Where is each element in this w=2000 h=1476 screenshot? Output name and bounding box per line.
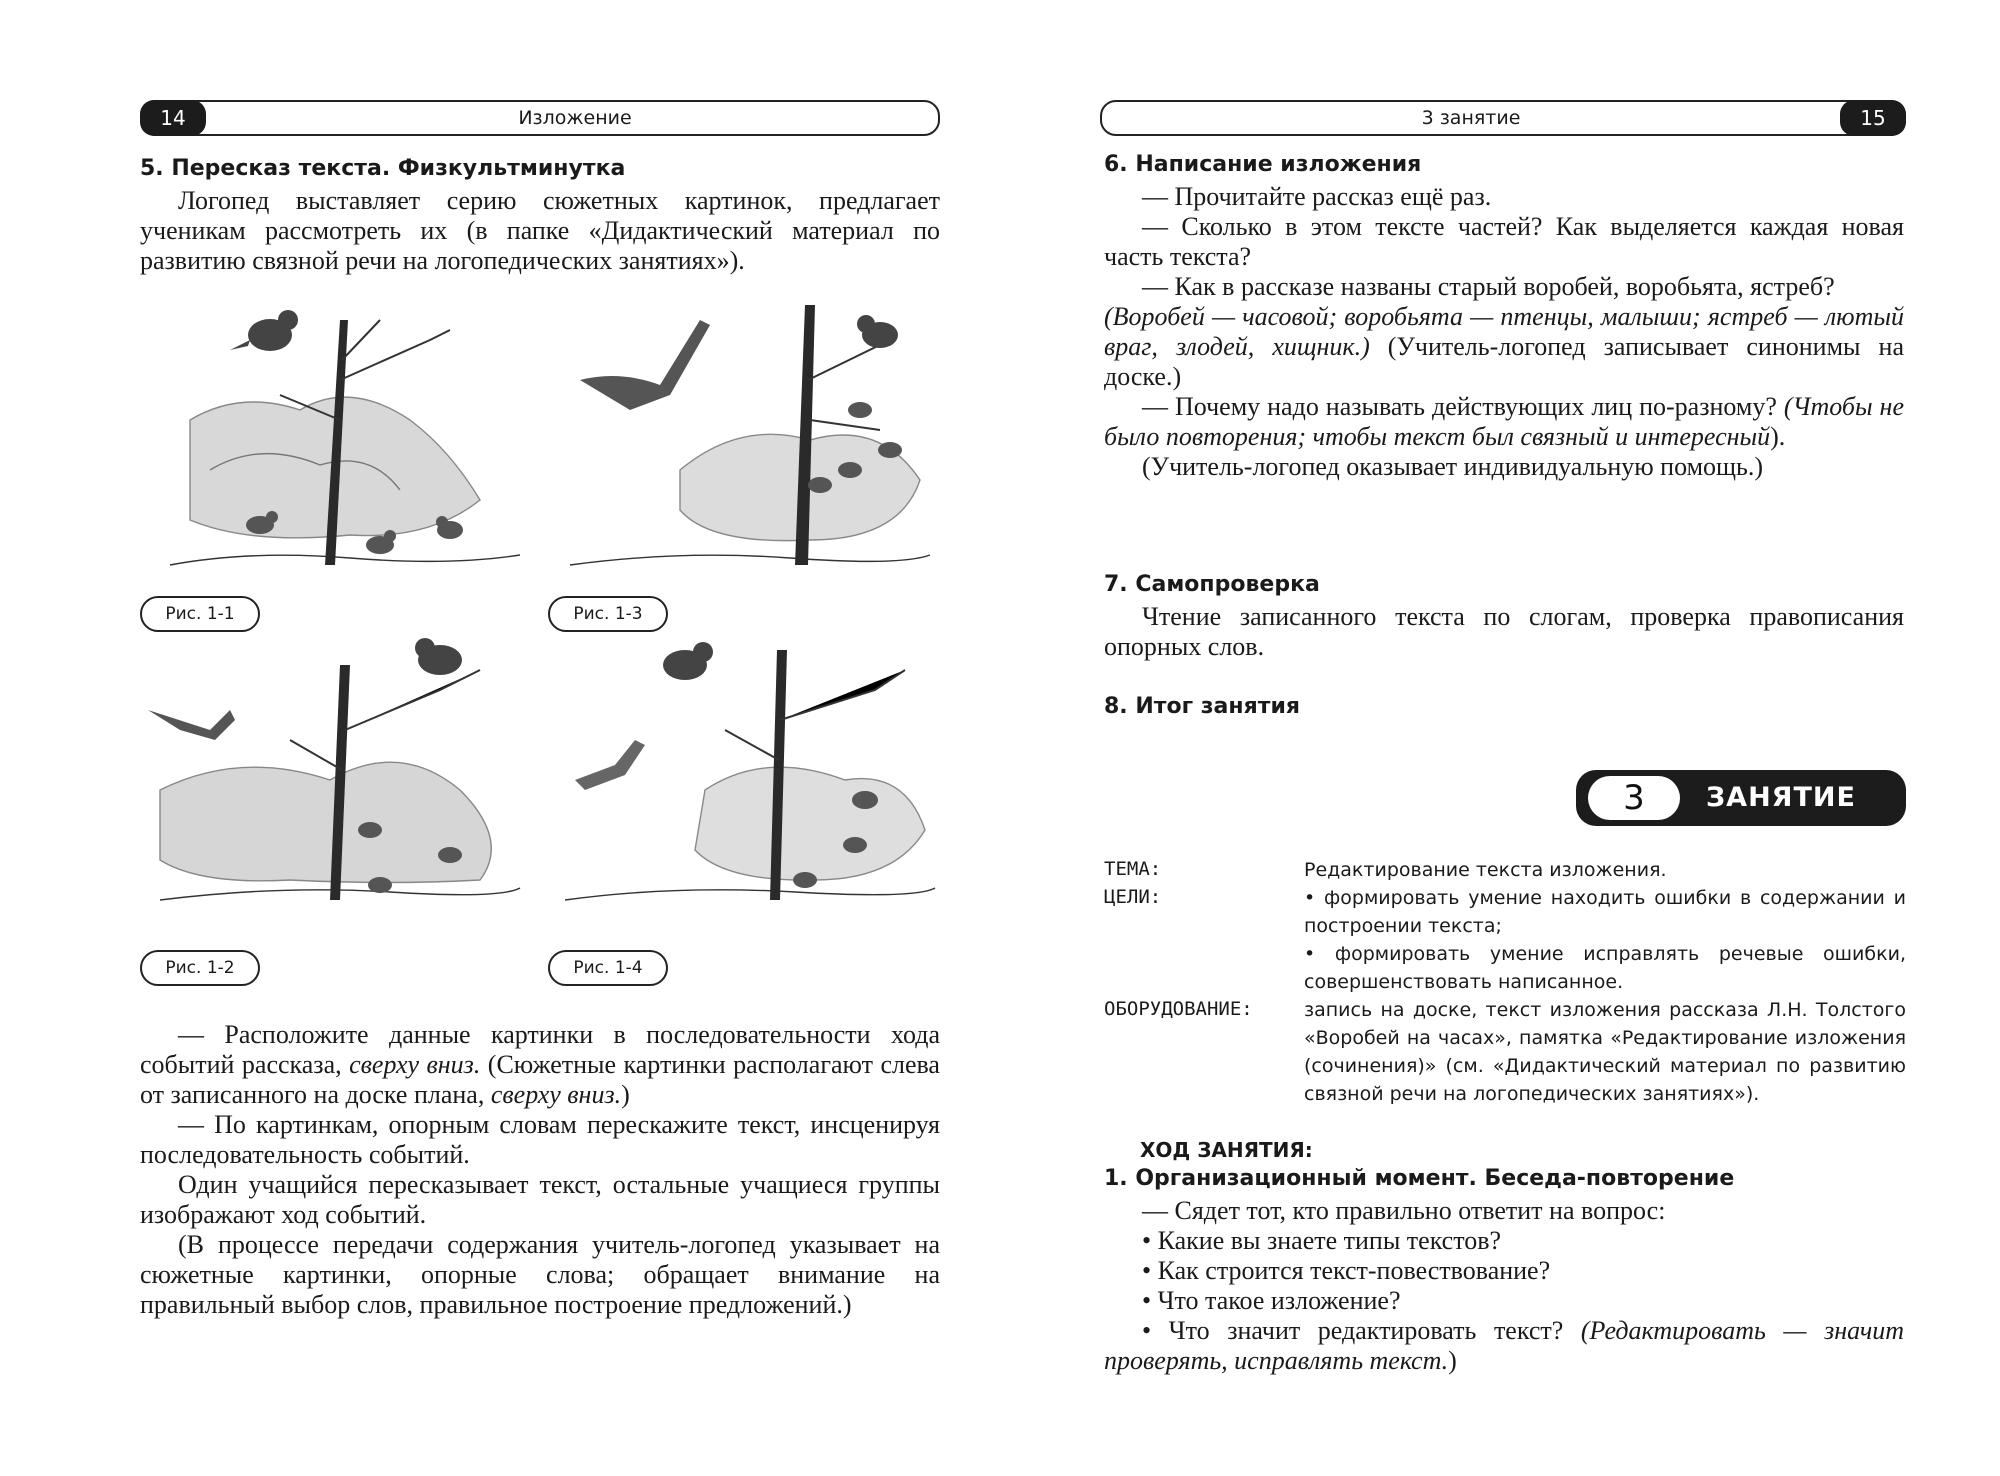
goals-key: ЦЕЛИ: xyxy=(1104,886,1162,908)
section7-text: Чтение записанного текста по слогам, проверка правописания опорных слов. xyxy=(1104,602,1904,661)
bird-icon xyxy=(368,877,392,893)
figure-1-3-illustration xyxy=(560,300,940,585)
right-header-title: 3 занятие xyxy=(1421,107,1521,129)
after-figures-text xyxy=(140,1020,940,1320)
bird-icon xyxy=(415,638,462,675)
arrange-pictures-paragraph: — Расположите данные картинки в последовательности хода событий рассказа, сверху вниз. (Сюжетные картинки располагают слева от записанного на доске плана, сверху вниз.) xyxy=(140,1020,940,1109)
hawk-icon xyxy=(580,320,710,410)
section5-intro-text: Логопед выставляет серию сюжетных картинок, предлагает ученикам рассмотреть их (в папке «Дидактический материал по развитию связной речи на логопедических занятиях»). xyxy=(140,186,940,275)
topic-value: Редактирование текста изложения. xyxy=(1304,859,1667,881)
q-names: — Как в рассказе названы старый воробей, воробьята, ястреб? xyxy=(1142,272,1835,301)
q-why-different: — Почему надо называть действующих лиц по-разному? (Чтобы не было повторения; чтобы текст был связный и интересный). xyxy=(1104,392,1904,451)
bullet-text-types: • Какие вы знаете типы текстов? xyxy=(1142,1226,1502,1255)
bird-icon xyxy=(808,477,832,493)
hawk-icon xyxy=(575,740,645,790)
individual-help-note: (Учитель-логопед оказывает индивидуальную помощь.) xyxy=(1142,452,1764,481)
bird-icon xyxy=(358,822,382,838)
section6-body xyxy=(1104,182,1904,482)
lesson-flow-body xyxy=(1104,1196,1904,1376)
lesson-badge-number: 3 xyxy=(1588,776,1680,820)
lesson-badge-word: ЗАНЯТИЕ xyxy=(1706,782,1856,813)
section5-heading: 5. Пересказ текста. Физкультминутка xyxy=(140,156,626,181)
bird-icon xyxy=(857,315,898,348)
one-student-paragraph: Один учащийся пересказывает текст, остальные учащиеся группы изображают ход событий. xyxy=(140,1170,940,1229)
figure-label-1-4: Рис. 1-4 xyxy=(548,950,668,986)
bird-icon xyxy=(843,837,867,853)
left-page-number: 14 xyxy=(140,100,206,136)
retell-paragraph: — По картинкам, опорным словам перескажите текст, инсценируя последовательность событий. xyxy=(140,1110,940,1169)
bullet-narrative: • Как строится текст-повествование? xyxy=(1142,1256,1551,1285)
a-names: (Воробей — часовой; воробьята — птенцы, малыши; ястреб — лютый враг, злодей, хищник.) (Учитель-логопед записывает синонимы на доске.) xyxy=(1104,302,1904,391)
teacher-note-paragraph: (В процессе передачи содержания учитель-логопед указывает на сюжетные картинки, опорные слова; обращает внимание на правильный выбор слов, правильное построение предложений.) xyxy=(140,1230,940,1319)
figure-label-1-1: Рис. 1-1 xyxy=(140,596,260,632)
figure-1-4-illustration xyxy=(555,630,940,920)
section6-heading: 6. Написание изложения xyxy=(1104,152,1422,177)
bird-icon xyxy=(838,462,862,478)
section5-intro xyxy=(140,186,940,276)
bird-icon xyxy=(878,442,902,458)
bird-icon xyxy=(438,847,462,863)
bullet-what-is-izlozhenie: • Что такое изложение? xyxy=(1142,1286,1401,1315)
goal-2: • формировать умение исправлять речевые ошибки, совершенствовать написанное. xyxy=(1304,943,1906,993)
left-header-title: Изложение xyxy=(518,107,632,129)
figure-label-1-3: Рис. 1-3 xyxy=(548,596,668,632)
section7-heading: 7. Самопроверка xyxy=(1104,572,1320,597)
left-running-header xyxy=(140,100,940,136)
bird-icon xyxy=(663,642,713,680)
figure-1-1-illustration xyxy=(150,300,530,585)
figure-1-2-illustration xyxy=(140,630,530,920)
bird-icon xyxy=(848,402,872,418)
lesson-meta-values xyxy=(1304,856,1906,1108)
lesson-badge xyxy=(1576,770,1906,826)
figure-label-1-2: Рис. 1-2 xyxy=(140,950,260,986)
q-how-many-parts: — Сколько в этом тексте частей? Как выделяется каждая новая часть текста? xyxy=(1104,212,1904,271)
lesson-flow-subheading: 1. Организационный момент. Беседа-повторение xyxy=(1104,1166,1735,1191)
bird-icon xyxy=(852,791,878,809)
equipment-key: ОБОРУДОВАНИЕ: xyxy=(1104,998,1253,1020)
equipment-value: запись на доске, текст изложения рассказа Л.Н. Толстого «Воробей на часах», памятка «Редактирование изложения (сочинения)» (см. «Дидактический материал по развитию связной речи на логопедических занятиях»). xyxy=(1304,999,1906,1105)
q-read-again: — Прочитайте рассказ ещё раз. xyxy=(1142,182,1492,211)
right-page-number: 15 xyxy=(1840,100,1906,136)
section7-body xyxy=(1104,602,1904,662)
right-running-header xyxy=(1100,100,1906,136)
bullet-what-is-editing: • Что значит редактировать текст? (Редактировать — значит проверять, исправлять текст.) xyxy=(1104,1316,1904,1375)
section8-heading: 8. Итог занятия xyxy=(1104,694,1301,719)
sit-down-line: — Сядет тот, кто правильно ответит на вопрос: xyxy=(1142,1196,1666,1225)
bird-icon xyxy=(148,710,235,740)
lesson-flow-heading: ХОД ЗАНЯТИЯ: xyxy=(1140,1138,1313,1162)
bird-icon xyxy=(230,310,298,351)
bird-icon xyxy=(793,872,817,888)
goal-1: • формировать умение находить ошибки в содержании и построении текста; xyxy=(1304,887,1906,937)
topic-key: ТЕМА: xyxy=(1104,858,1162,880)
